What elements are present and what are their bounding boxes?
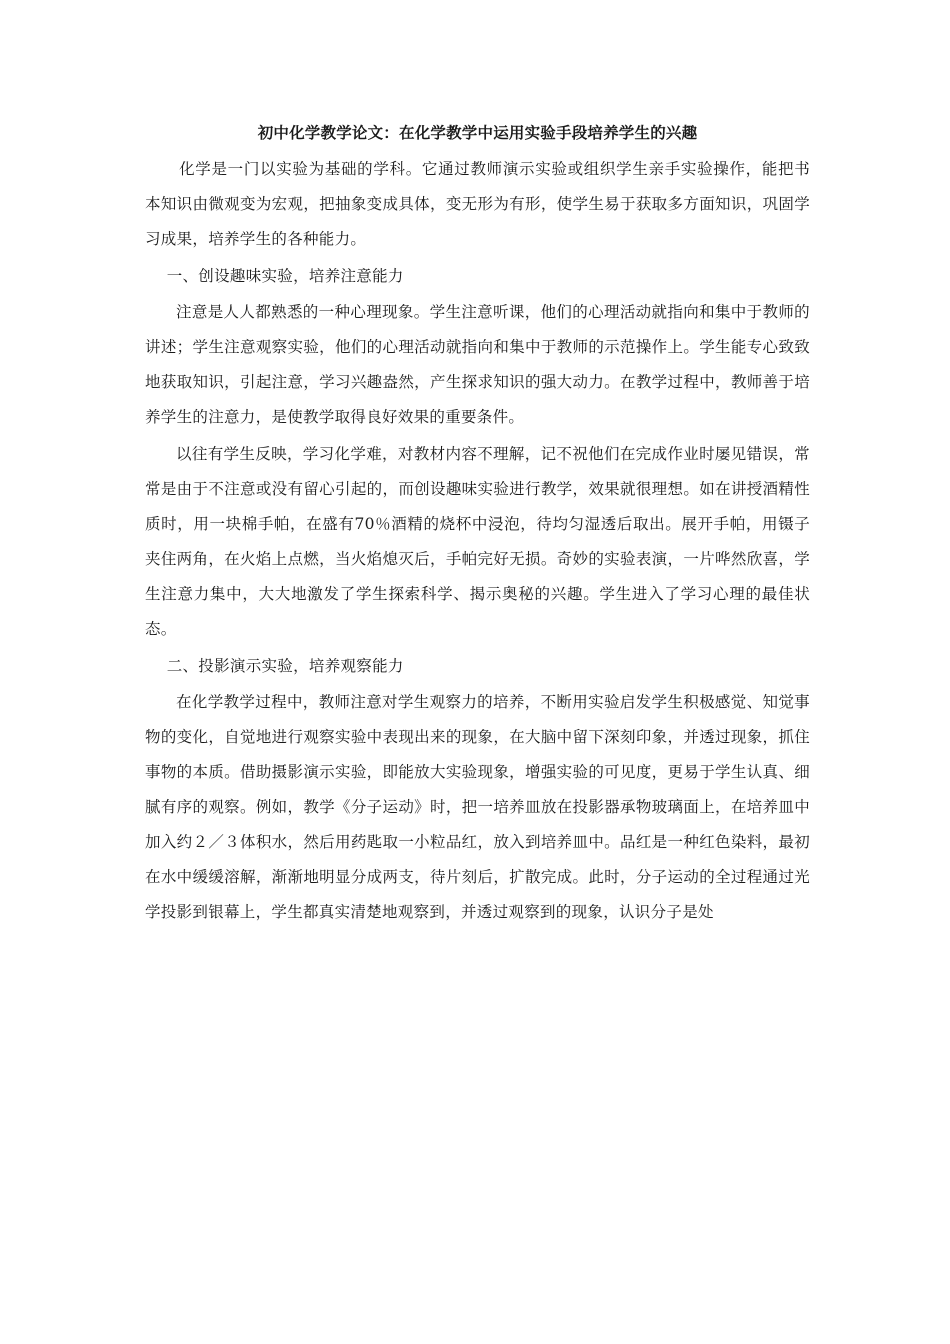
document-title: 初中化学教学论文：在化学教学中运用实验手段培养学生的兴趣 (257, 123, 698, 142)
document-page (145, 118, 810, 932)
section1-paragraph-2: 以往有学生反映，学习化学难，对教材内容不理解，记不祝他们在完成作业时屡见错误，常常是由于不注意或没有留心引起的，而创设趣味实验进行教学，效果就很理想。如在讲授酒精性质时，用一块棉手帕，在盛有70％酒精的烧杯中浸泡，待均匀湿透后取出。展开手帕，用镊子夹住两角，在火焰上点燃，当火焰熄灭后，手帕完好无损。奇妙的实验表演，一片哗然欣喜，学生注意力集中，大大地激发了学生探索科学、揭示奥秘的兴趣。学生进入了学习心理的最佳状态。 (145, 445, 810, 638)
section-heading-1: 一、创设趣味实验，培养注意能力 (166, 267, 404, 285)
section-heading-2: 二、投影演示实验，培养观察能力 (166, 657, 404, 675)
intro-paragraph: 化学是一门以实验为基础的学科。它通过教师演示实验或组织学生亲手实验操作，能把书本知识由微观变为宏观，把抽象变成具体，变无形为有形，使学生易于获取多方面知识，巩固学习成果，培养学生的各种能力。 (145, 160, 810, 248)
section1-paragraph-1: 注意是人人都熟悉的一种心理现象。学生注意听课，他们的心理活动就指向和集中于教师的讲述；学生注意观察实验，他们的心理活动就指向和集中于教师的示范操作上。学生能专心致致地获取知识，引起注意，学习兴趣盎然，产生探求知识的强大动力。在教学过程中，教师善于培养学生的注意力，是使教学取得良好效果的重要条件。 (145, 303, 810, 426)
section2-paragraph-1: 在化学教学过程中，教师注意对学生观察力的培养，不断用实验启发学生积极感觉、知觉事物的变化，自觉地进行观察实验中表现出来的现象，在大脑中留下深刻印象，并透过现象，抓住事物的本质。借助摄影演示实验，即能放大实验现象，增强实验的可见度，更易于学生认真、细腻有序的观察。例如，教学《分子运动》时，把一培养皿放在投影器承物玻璃面上，在培养皿中加入约２／３体积水，然后用药匙取一小粒品红，放入到培养皿中。品红是一种红色染料，最初在水中缓缓溶解，渐渐地明显分成两支，待片刻后，扩散完成。此时，分子运动的全过程通过光学投影到银幕上，学生都真实清楚地观察到，并透过观察到的现象，认识分子是处 (145, 693, 810, 921)
